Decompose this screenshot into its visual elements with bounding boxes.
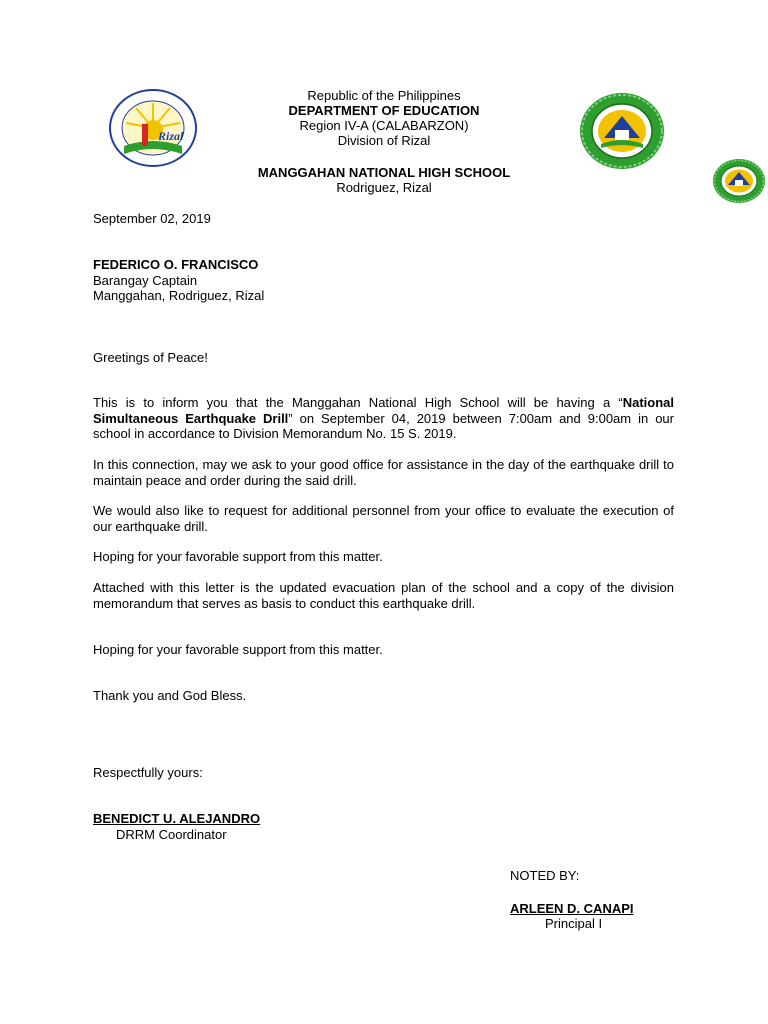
closing: Respectfully yours:	[93, 765, 203, 780]
header-republic: Republic of the Philippines	[307, 88, 461, 103]
deped-seal-center-text: Rizal	[158, 129, 184, 143]
recipient-title: Barangay Captain	[93, 273, 198, 288]
body-paragraph-2: In this connection, may we ask to your good office for assistance in the day of the earthquake drill to maintain peace and order during the said drill.	[93, 457, 674, 488]
letter-date: September 02, 2019	[93, 211, 211, 226]
signatory-name: BENEDICT U. ALEJANDRO	[93, 811, 261, 826]
signatory-title: DRRM Coordinator	[116, 827, 227, 842]
noted-by-title: Principal I	[545, 916, 603, 931]
body-paragraph-6: Hoping for your favorable support from this matter.	[93, 642, 383, 657]
body-paragraph-4: Hoping for your favorable support from this matter.	[93, 549, 383, 564]
greeting: Greetings of Peace!	[93, 350, 208, 365]
header-school-name: MANGGAHAN NATIONAL HIGH SCHOOL	[257, 165, 511, 180]
header-division: Division of Rizal	[337, 133, 431, 148]
school-seal-small-logo	[712, 158, 766, 204]
body-paragraph-3: We would also like to request for additional personnel from your office to evaluate the execution of our earthquake drill.	[93, 503, 674, 534]
p1-drill-name: National Simultaneous Earthquake Drill	[93, 395, 674, 426]
recipient-name: FEDERICO O. FRANCISCO	[93, 257, 259, 272]
p1-intro: This is to inform you that the Manggahan National High School will be having a “	[93, 395, 623, 410]
noted-by-name: ARLEEN D. CANAPI	[510, 901, 634, 916]
school-seal-logo	[579, 92, 665, 170]
body-paragraph-5: Attached with this letter is the updated evacuation plan of the school and a copy of the division memorandum that serves as basis to conduct this earthquake drill.	[93, 580, 674, 611]
recipient-address: Manggahan, Rodriguez, Rizal	[93, 288, 265, 303]
header-region: Region IV-A (CALABARZON)	[299, 118, 469, 133]
header-department: DEPARTMENT OF EDUCATION	[288, 103, 480, 118]
body-paragraph-7: Thank you and God Bless.	[93, 688, 247, 703]
p1-details: ” on September 04, 2019 between 7:00am and 9:00am in our school in accordance to Division Memorandum No. 15 S. 2019.	[93, 410, 674, 441]
noted-by-label: NOTED BY:	[510, 868, 580, 883]
body-paragraph-1	[93, 395, 674, 442]
header-school-location: Rodriguez, Rizal	[336, 180, 432, 195]
